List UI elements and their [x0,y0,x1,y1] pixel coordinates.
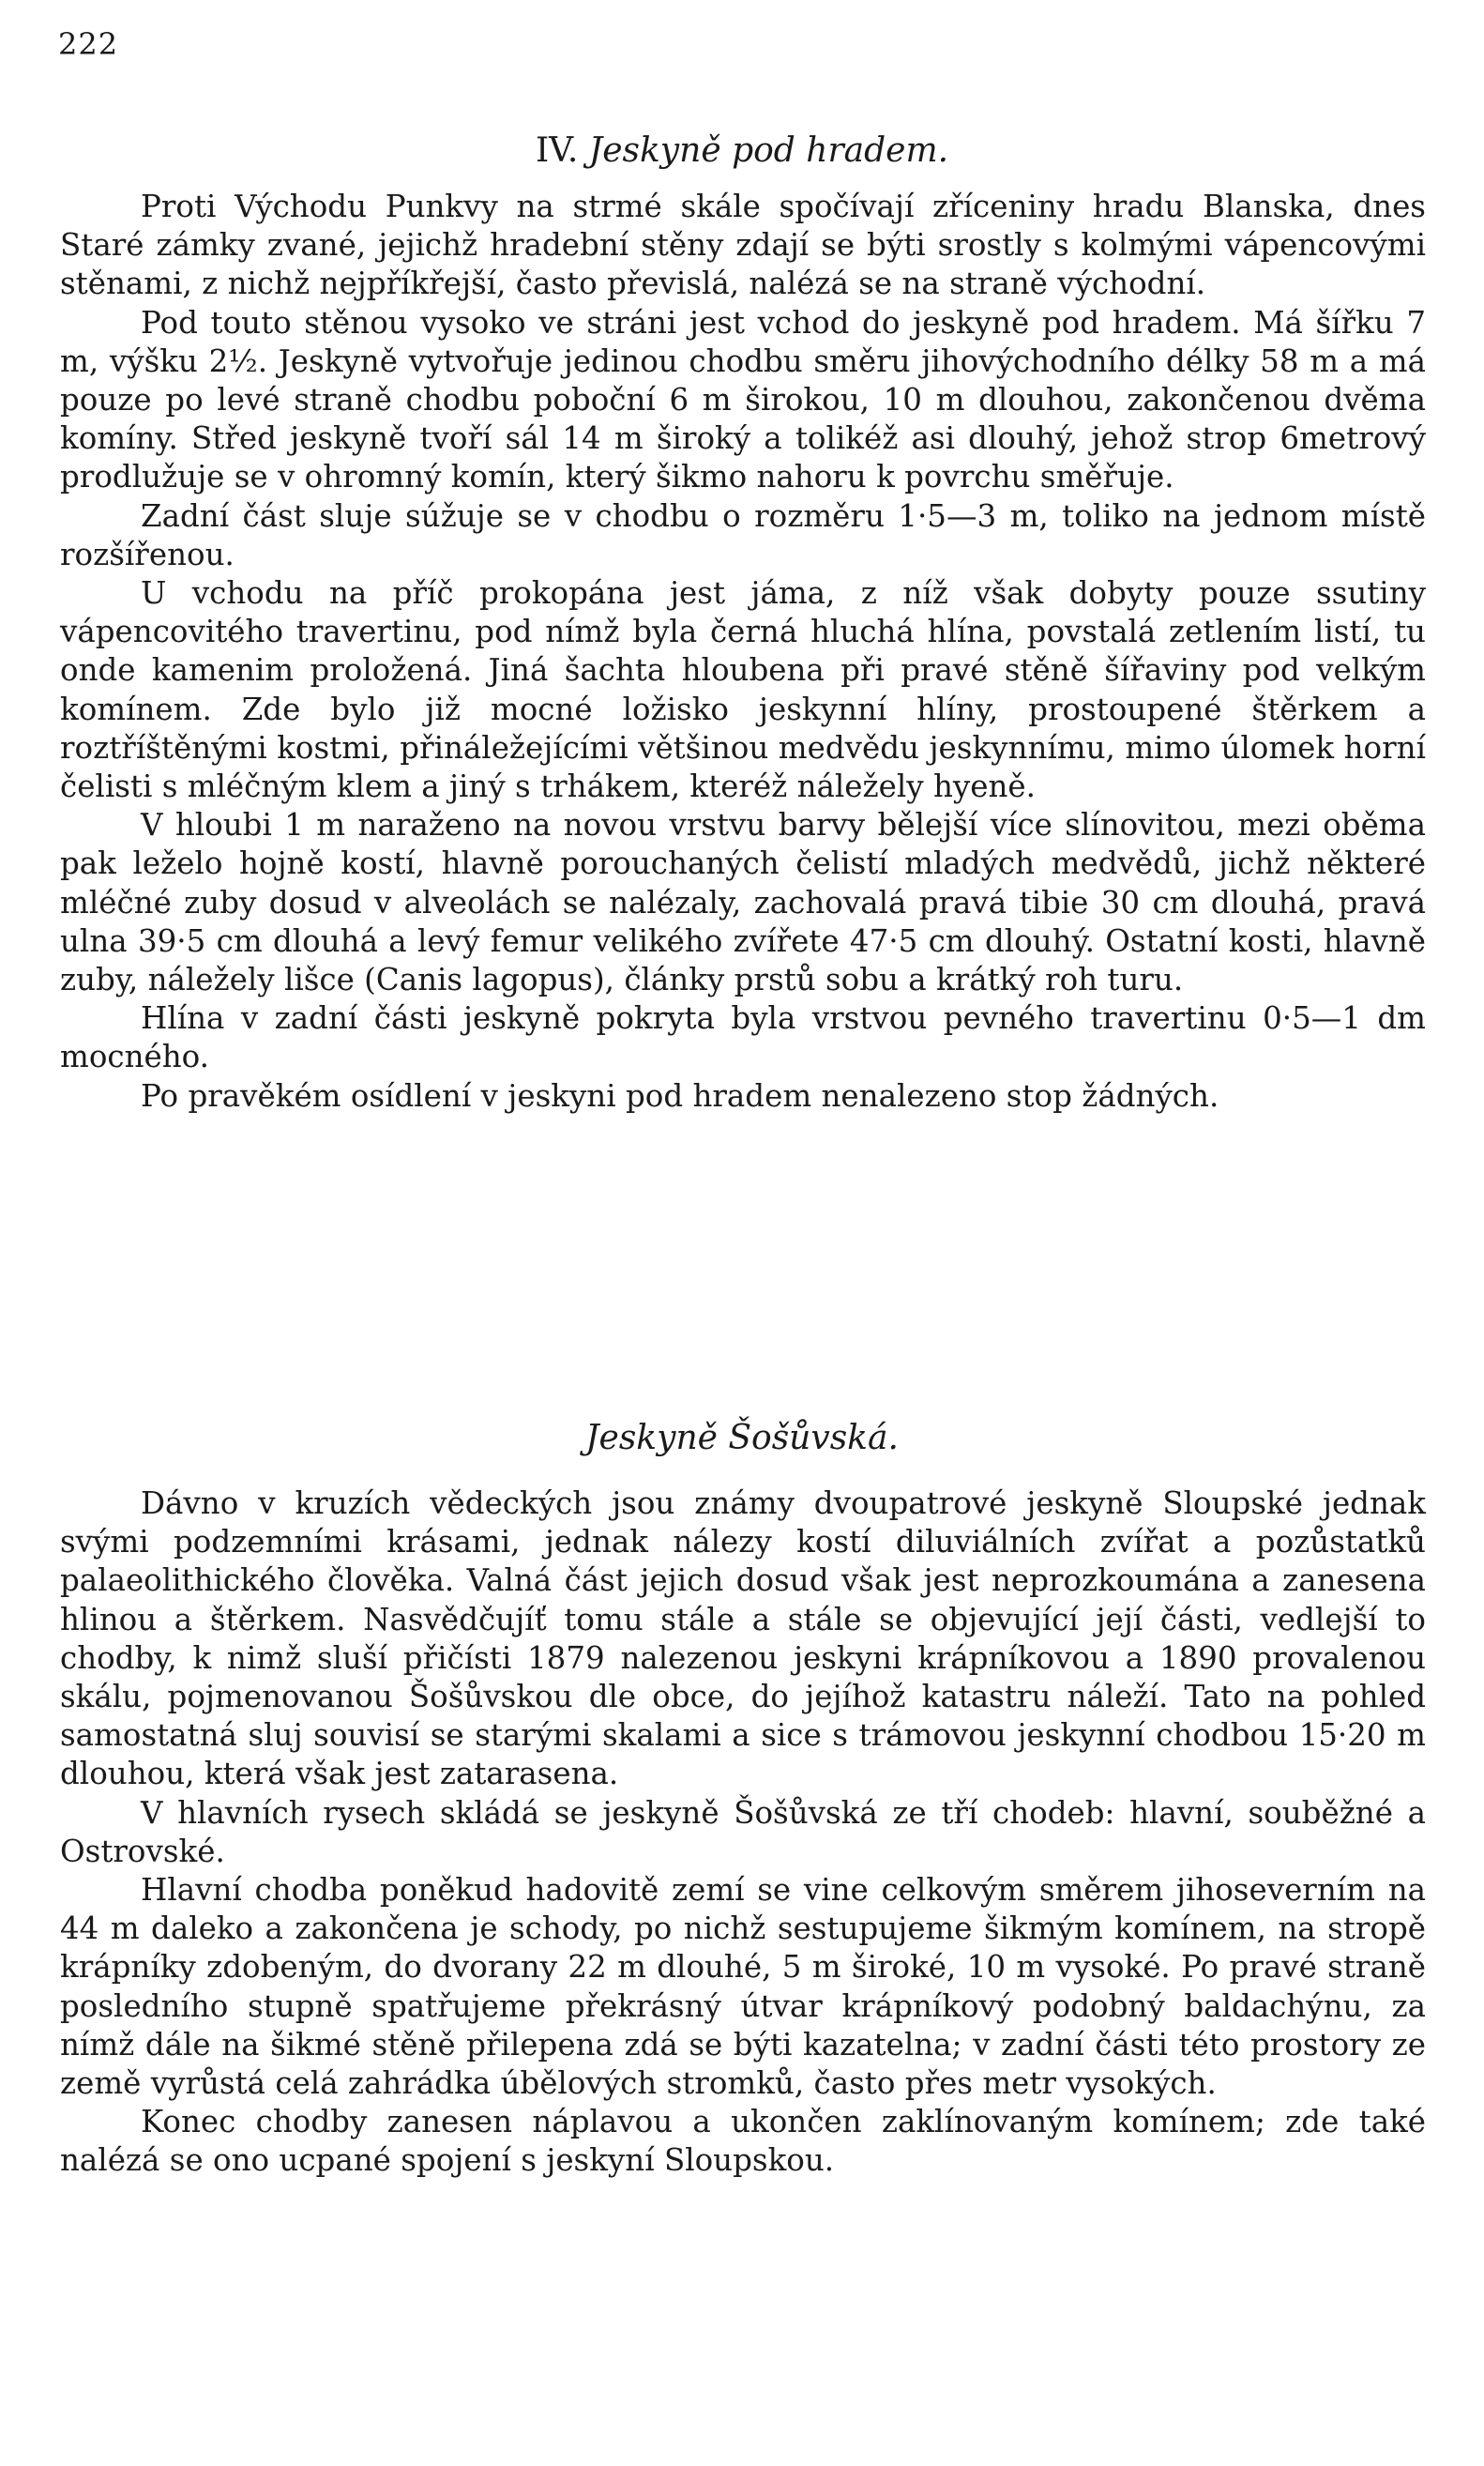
section-heading-2: Jeskyně Šošůvská. [585,1419,899,1457]
paragraph: Zadní část sluje súžuje se v chodbu o rozměru 1·5—3 m, toliko na jednom místě rozšířenou. [60,497,1426,572]
section-heading-1 [0,131,1484,170]
paragraph: V hlavních rysech skládá se jeskyně Šošůvská ze tří chodeb: hlavní, souběžné a Ostrovské. [60,1794,1426,1869]
paragraph: Hlína v zadní části jeskyně pokryta byla vrstvou pevného travertinu 0·5—1 dm mocného. [60,1000,1426,1075]
heading-title: Jeskyně pod hradem. [588,131,949,170]
paragraph: Hlavní chodba poněkud hadovitě zemí se vine celkovým směrem jihoseverním na 44 m daleko a zakončena je schody, po nichž sestupujeme šikmým komínem, na stropě krápníky zdobeným, do dvorany 22 m dlouhé, 5 m široké, 10 m vysoké. Po pravé straně posledního stupně spatřujeme překrásný útvar krápníkový podobný baldachýnu, za nímž dále na šikmé stěně přilepena zdá se býti kazatelna; v zadní části této prostory ze země vyrůstá celá zahrádka úbělových stromků, často přes metr vysokých. [60,1872,1426,2102]
paragraph: U vchodu na příč prokopána jest jáma, z níž však dobyty pouze ssutiny vápencovitého travertinu, pod nímž byla černá hluchá hlína, povstalá zetlením listí, tu onde kamenim proložená. Jiná šachta hloubena při pravé stěně šířaviny pod velkým komínem. Zde bylo již mocné ložisko jeskynní hlíny, prostoupené štěrkem a roztříštěnými kostmi, přináležejícími většinou medvědu jeskynnímu, mimo úlomek horní čelisti s mléčným klem a jiný s trhákem, kteréž náležely hyeně. [60,575,1426,805]
paragraph: Dávno v kruzích vědeckých jsou známy dvoupatrové jeskyně Sloupské jednak svými podzemními krásami, jednak nálezy kostí diluviálních zvířat a pozůstatků palaeolithického člověka. Valná část jejich dosud však jest neprozkoumána a zanesena hlinou a štěrkem. Nasvědčujíť tomu stále a stále se objevující její části, vedlejší to chodby, k nimž sluší přičísti 1879 nalezenou jeskyni krápníkovou a 1890 provalenou skálu, pojmenovanou Šošůvskou dle obce, do jejíhož katastru náleží. Tato na pohled samostatná sluj souvisí se starými skalami a sice s trámovou jeskynní chodbou 15·20 m dlouhou, která však jest zatarasena. [60,1485,1426,1792]
section-1-body [60,188,1426,1116]
section-2-body [60,1484,1426,2181]
paragraph: Konec chodby zanesen náplavou a ukončen zaklínovaným komínem; zde také nalézá se ono ucpané spojení s jeskyní Sloupskou. [60,2104,1426,2179]
page-number: 222 [58,26,119,62]
paragraph: Po pravěkém osídlení v jeskyni pod hradem nenalezeno stop žádných. [141,1077,1219,1114]
heading-roman-numeral: IV. [535,131,579,170]
paragraph: Pod touto stěnou vysoko ve stráni jest vchod do jeskyně pod hradem. Má šířku 7 m, výšku 2½. Jeskyně vytvořuje jedinou chodbu směru jihovýchodního délky 58 m a má pouze po levé straně chodbu poboční 6 m širokou, 10 m dlouhou, zakončenou dvěma komíny. Střed jeskyně tvoří sál 14 m široký a tolikéž asi dlouhý, jehož strop 6metrový prodlužuje se v ohromný komín, který šikmo nahoru k povrchu směřuje. [60,304,1426,495]
paragraph: Proti Východu Punkvy na strmé skále spočívají zříceniny hradu Blanska, dnes Staré zámky zvané, jejichž hradební stěny zdají se býti srostly s kolmými vápencovými stěnami, z nichž nejpříkřejší, často převislá, nalézá se na straně východní. [60,189,1426,302]
paragraph: V hloubi 1 m naraženo na novou vrstvu barvy bělejší více slínovitou, mezi oběma pak leželo hojně kostí, hlavně porouchaných čelistí mladých medvědů, jichž některé mléčné zuby dosud v alveolách se nalézaly, zachovalá pravá tibie 30 cm dlouhá, pravá ulna 39·5 cm dlouhá a levý femur velikého zvířete 47·5 cm dlouhý. Ostatní kosti, hlavně zuby, náležely lišce (Canis lagopus), články prstů sobu a krátký roh turu. [60,807,1426,998]
